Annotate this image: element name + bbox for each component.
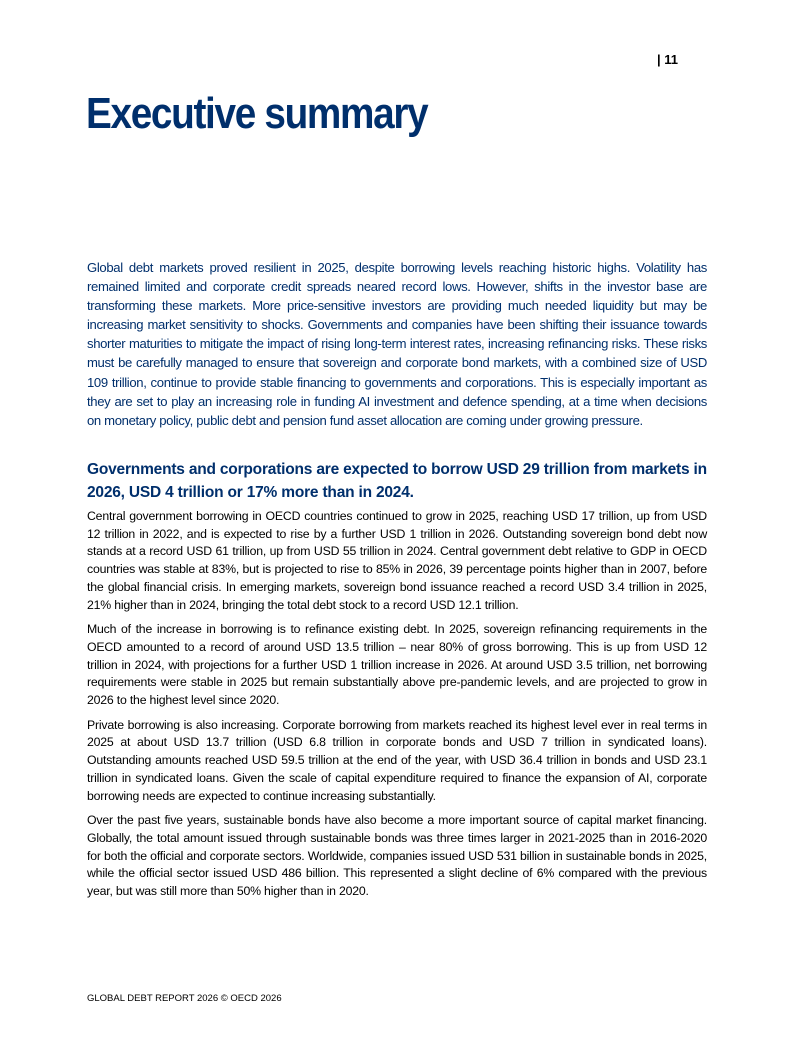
page-number: | 11 [657, 52, 678, 67]
body-paragraph: Over the past five years, sustainable bonds have also become a more important source of capital market financing. Globally, the total amount issued through sustainable bonds was three times larger in 2021-2025 than in 2016-2020 for both the official and corporate sectors. Worldwide, companies issued USD 531 billion in sustainable bonds in 2025, while the official sector issued USD 486 billion. This represented a slight decline of 6% compared with the previous year, but was still more than 50% higher than in 2020. [87, 813, 707, 899]
body-paragraph: Much of the increase in borrowing is to refinance existing debt. In 2025, sovereign refinancing requirements in the OECD amounted to a record of around USD 13.5 trillion – near 80% of gross borrowing. This is up from USD 12 trillion in 2024, with projections for a further USD 1 trillion increase in 2026. At around USD 3.5 trillion, net borrowing requirements were stable in 2025 but remain substantially above pre-pandemic levels, and are projected to grow in 2026 to the highest level since 2020. [87, 622, 707, 708]
body-paragraph: Central government borrowing in OECD countries continued to grow in 2025, reaching USD 17 trillion, up from USD 12 trillion in 2022, and is expected to rise by a further USD 1 trillion in 2026. Outstanding sovereign bond debt now stands at a record USD 61 trillion, up from USD 55 trillion in 2024. Central government debt relative to GDP in OECD countries was stable at 83%, but is projected to rise to 85% in 2026, 39 percentage points higher than in 2007, before the global financial crisis. In emerging markets, sovereign bond issuance reached a record USD 3.4 trillion in 2025, 21% higher than in 2024, bringing the total debt stock to a record USD 12.1 trillion. [87, 509, 707, 612]
page-footer: GLOBAL DEBT REPORT 2026 © OECD 2026 [87, 993, 282, 1004]
section-heading: Governments and corporations are expected to borrow USD 29 trillion from markets in 2026, USD 4 trillion or 17% more than in 2024. [87, 461, 707, 501]
body-text [87, 508, 707, 908]
body-paragraph: Private borrowing is also increasing. Corporate borrowing from markets reached its highest level ever in real terms in 2025 at about USD 13.7 trillion (USD 6.8 trillion in corporate bonds and USD 7 trillion in syndicated loans). Outstanding amounts reached USD 59.5 trillion at the end of the year, with USD 36.4 trillion in bonds and USD 23.1 trillion in syndicated loans. Given the scale of capital expenditure required to finance the expansion of AI, corporate borrowing needs are expected to continue increasing substantially. [87, 717, 707, 803]
page-title: Executive summary [86, 89, 428, 138]
intro-paragraph: Global debt markets proved resilient in 2025, despite borrowing levels reaching historic highs. Volatility has remained limited and corporate credit spreads neared record lows. However, shifts in the investor base are transforming these markets. More price-sensitive investors are providing much needed liquidity but may be increasing market sensitivity to shocks. Governments and companies have been shifting their issuance towards shorter maturities to mitigate the impact of rising long-term interest rates, increasing refinancing risks. These risks must be carefully managed to ensure that sovereign and corporate bond markets, with a combined size of USD 109 trillion, continue to provide stable financing to governments and corporations. This is especially important as they are set to play an increasing role in funding AI investment and defence spending, at a time when decisions on monetary policy, public debt and pension fund asset allocation are coming under growing pressure. [87, 260, 707, 428]
